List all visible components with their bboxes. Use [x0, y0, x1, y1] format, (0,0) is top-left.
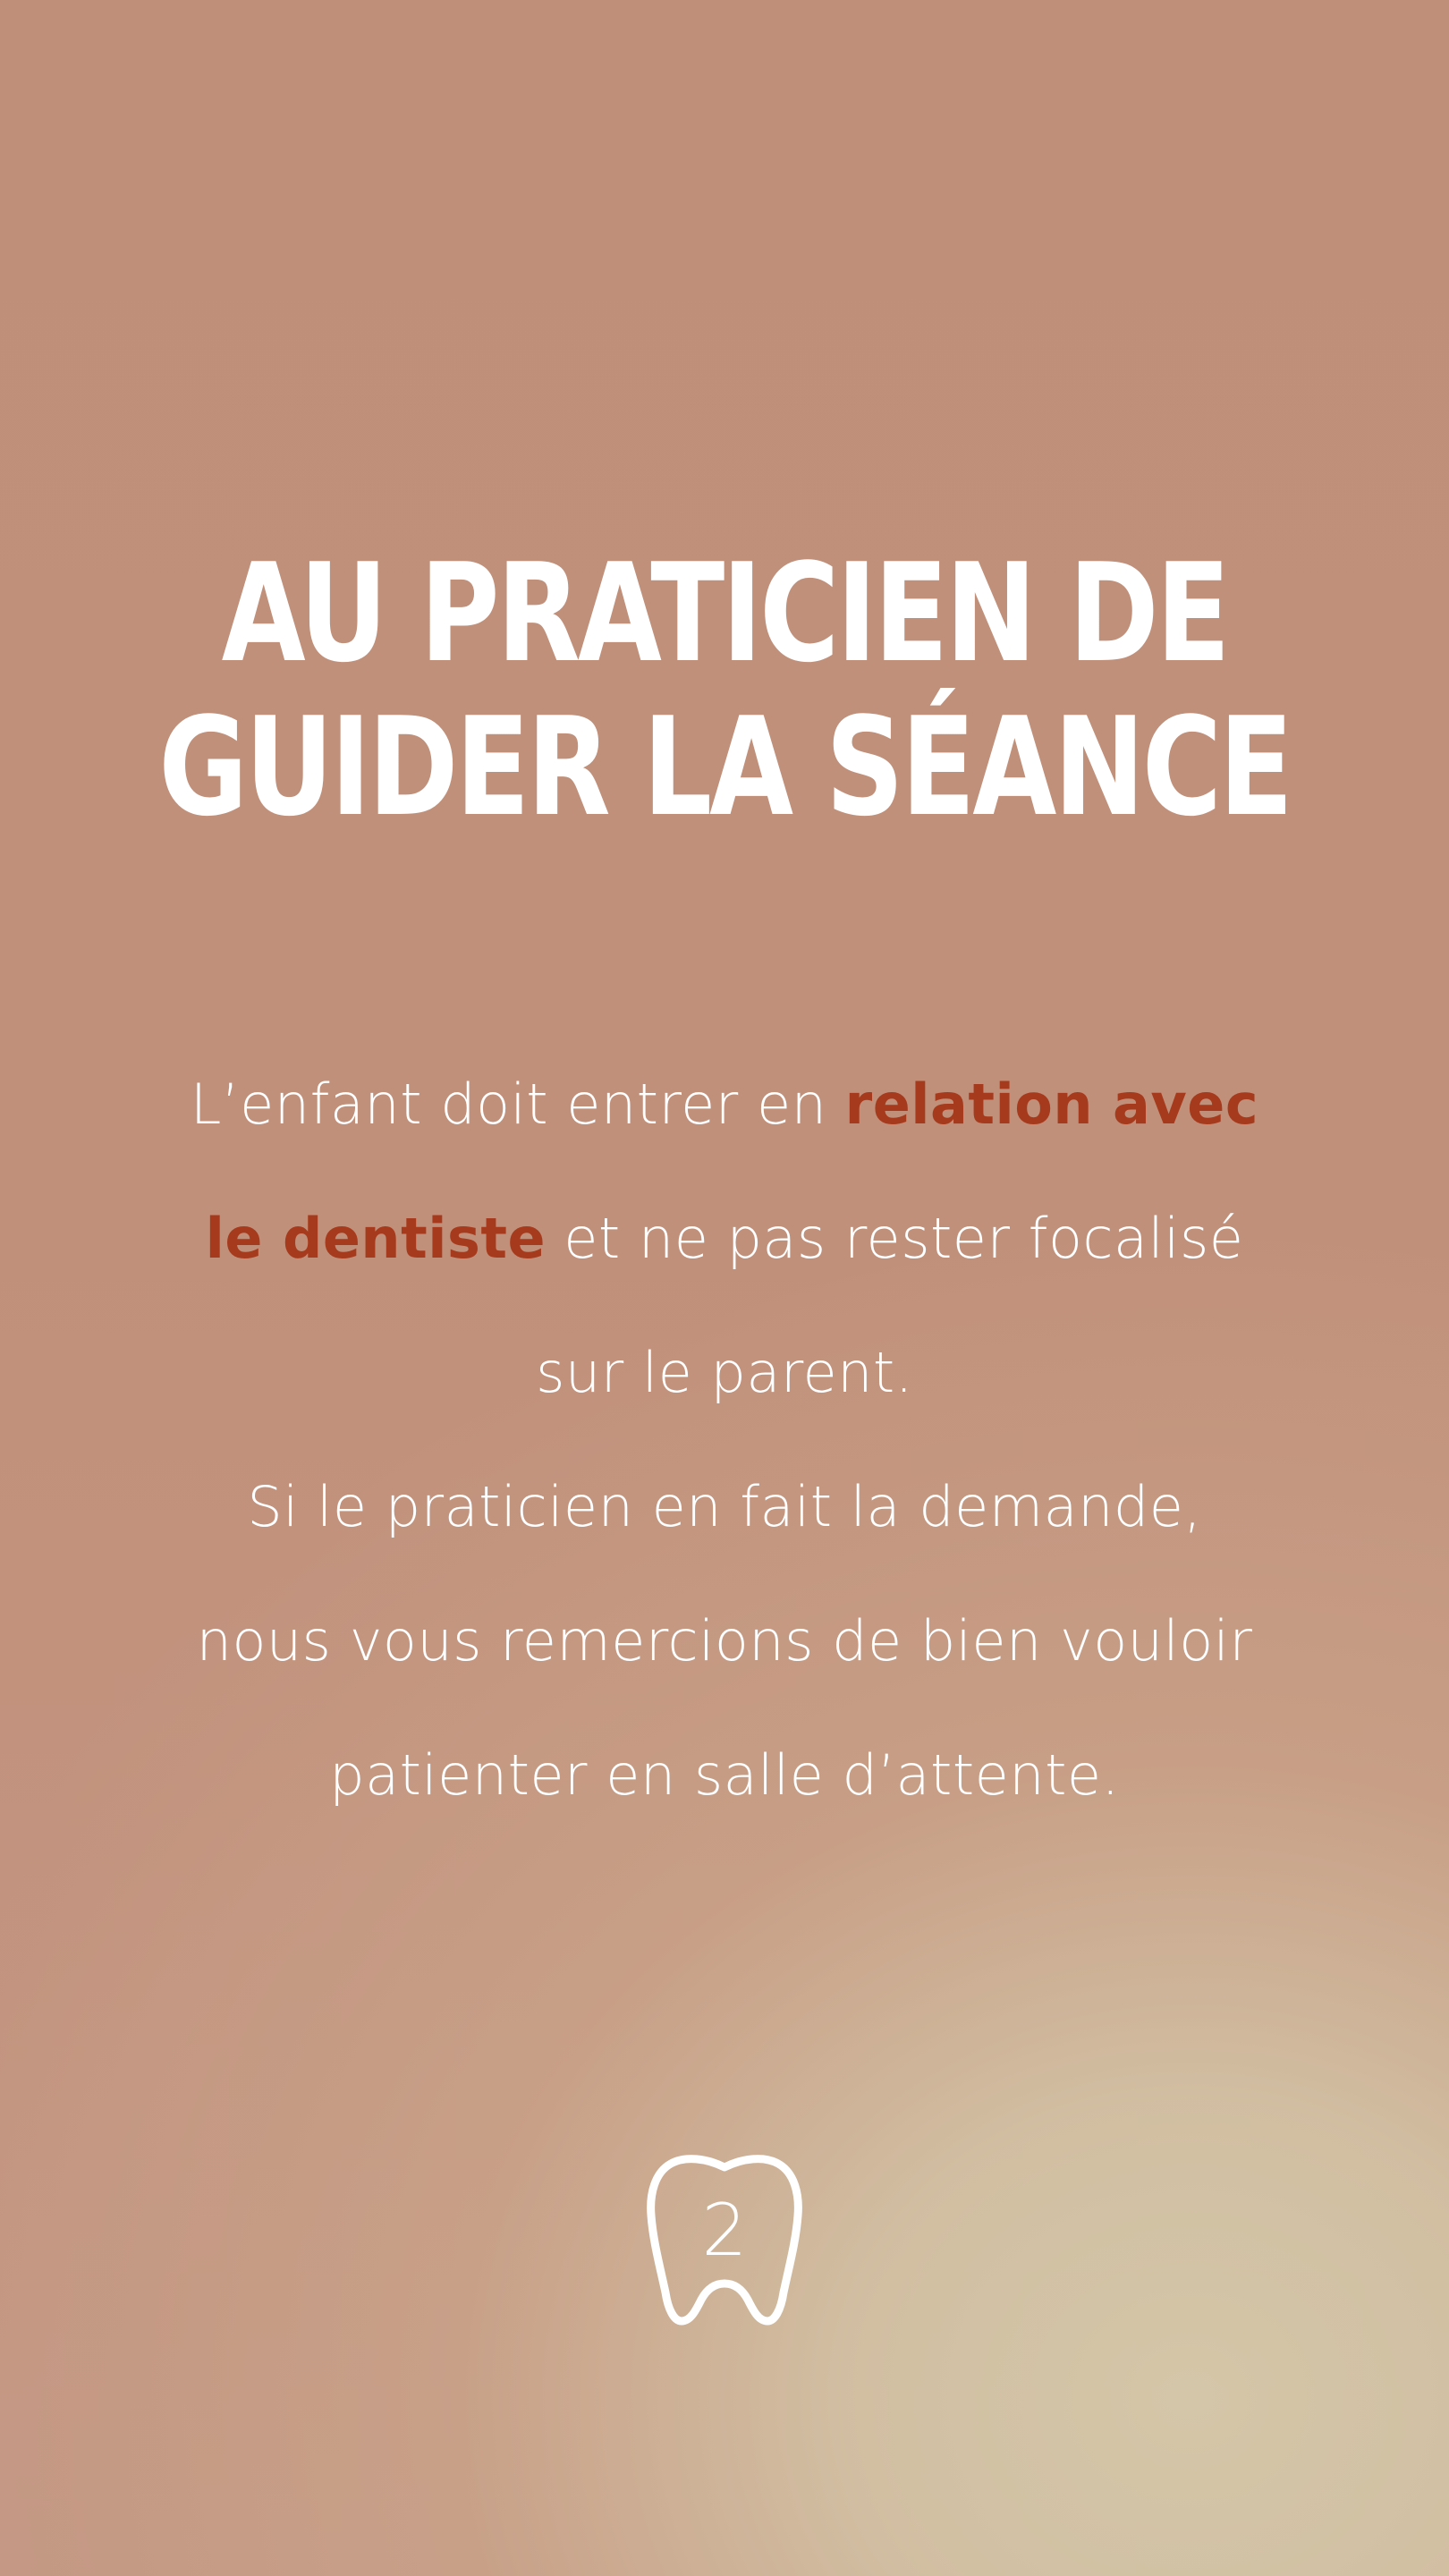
page-number: 2	[701, 2189, 748, 2272]
highlight-text: le dentiste	[205, 1206, 547, 1271]
page-badge	[635, 2151, 814, 2330]
body-line-2	[107, 1172, 1342, 1306]
body-line-6: patienter en salle d’attente.	[329, 1742, 1120, 1808]
highlight-text: relation avec	[844, 1072, 1259, 1137]
body-text-segment: L’enfant doit entrer en	[190, 1072, 845, 1137]
body-line-5: nous vous remercions de bien vouloir	[196, 1608, 1253, 1674]
body-text	[107, 1038, 1342, 1843]
page-title	[145, 534, 1304, 846]
title-line-2: GUIDER LA SÉANCE	[158, 688, 1291, 846]
body-text-segment: et ne pas rester focalisé	[546, 1206, 1244, 1271]
title-line-1: AU PRATICIEN DE	[221, 534, 1228, 692]
body-line-4: Si le praticien en fait la demande,	[247, 1474, 1202, 1539]
body-line-1	[107, 1038, 1342, 1172]
body-line-3: sur le parent.	[536, 1340, 913, 1405]
